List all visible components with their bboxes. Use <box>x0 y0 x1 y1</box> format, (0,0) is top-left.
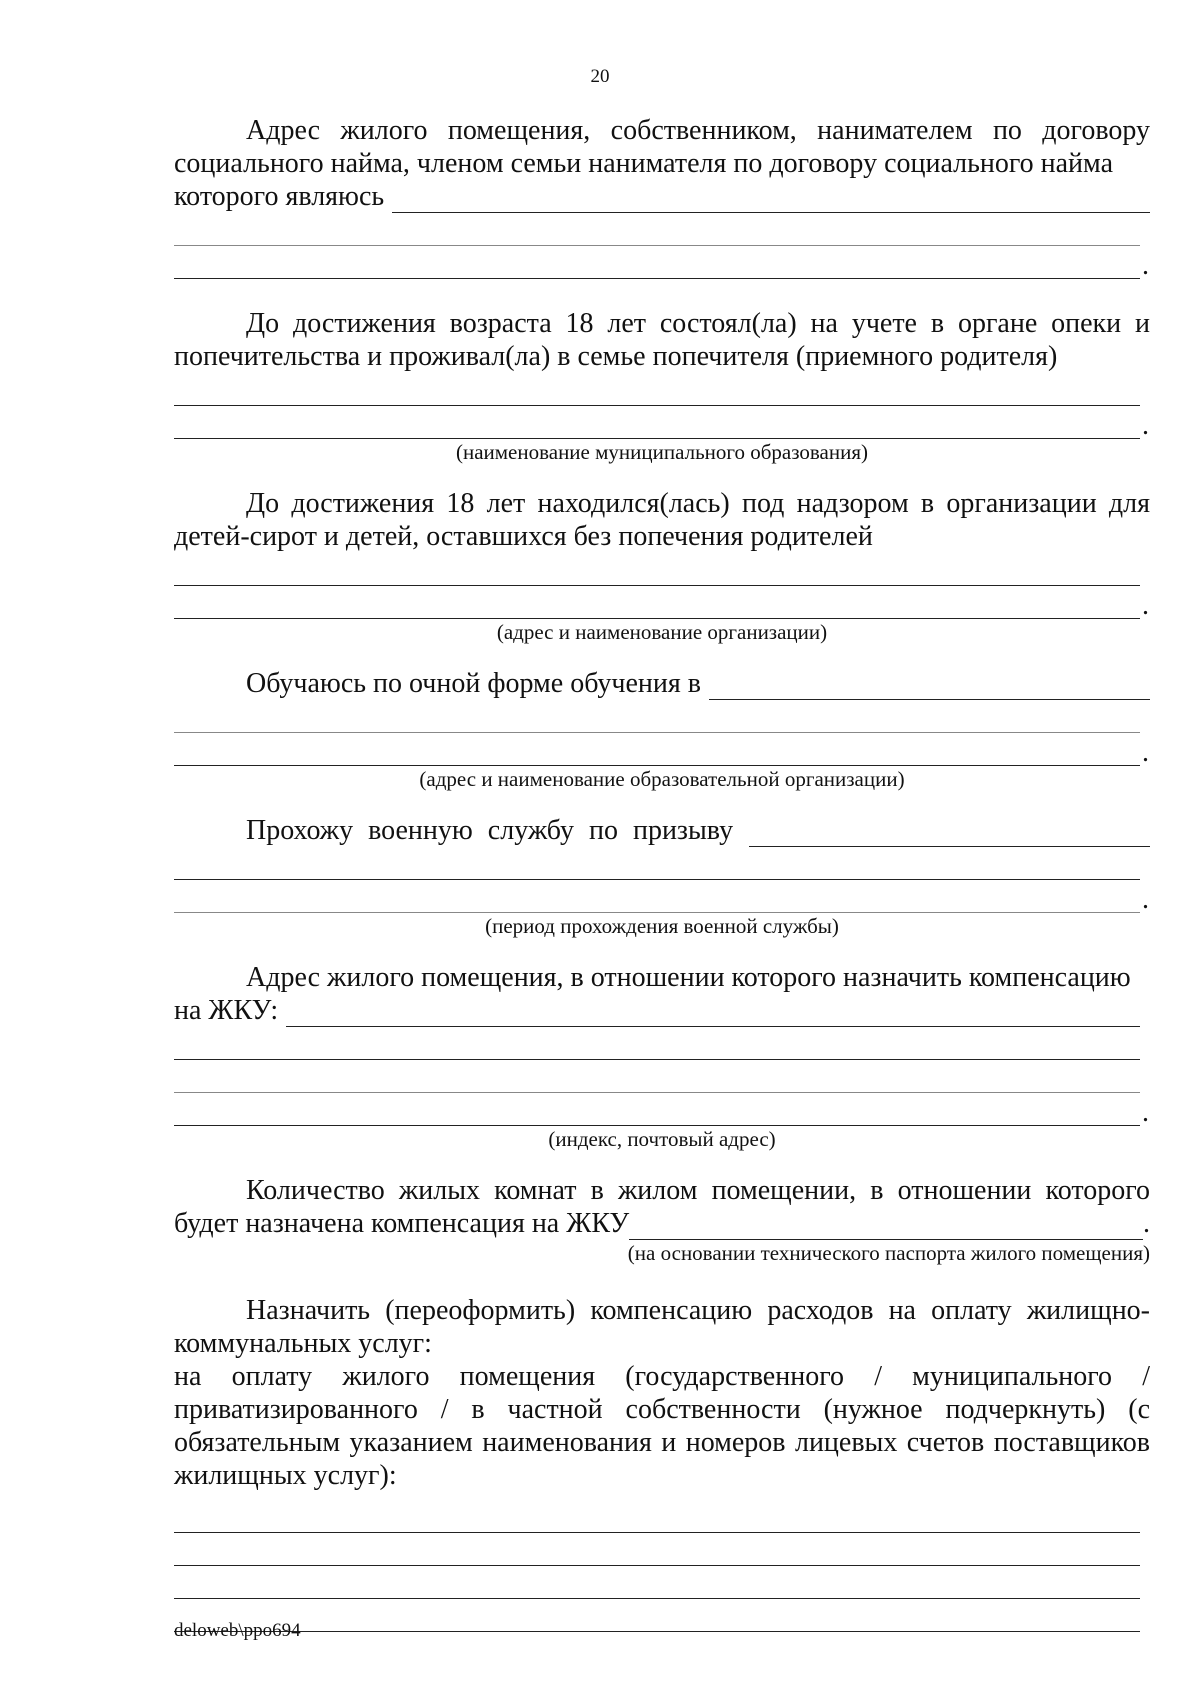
rooms-lead: будет назначена компенсация на ЖКУ <box>174 1208 630 1239</box>
owner-address-field-1[interactable] <box>392 186 1150 213</box>
assign-line-4[interactable] <box>174 1599 1150 1632</box>
compensation-address-caption: (индекс, почтовый адрес) <box>548 1127 776 1151</box>
section-compensation-address <box>174 961 1150 1152</box>
rooms-field[interactable] <box>629 1213 1143 1240</box>
assign-line-3[interactable] <box>174 1566 1150 1599</box>
assign-text-2: на оплату жилого помещения (государственного / муниципального / приватизированного / в частной собственности (нужное подчеркнуть) (с обязательным указанием наименования и номеров лицевых счетов поставщиков жилищных услуг): <box>174 1361 1150 1491</box>
rooms-inline-field <box>174 1207 1150 1240</box>
section-guardianship <box>174 307 1150 465</box>
section-military <box>174 814 1150 939</box>
study-lead: Обучаюсь по очной форме обучения в <box>246 668 701 699</box>
section-study <box>174 667 1150 792</box>
compensation-address-inline-field <box>174 994 1150 1027</box>
orphan-org-caption: (адрес и наименование организации) <box>496 620 828 644</box>
study-field-1[interactable] <box>709 673 1150 700</box>
compensation-address-line-2[interactable] <box>174 1027 1150 1060</box>
section-orphan-organization <box>174 487 1150 645</box>
compensation-address-line-3[interactable] <box>174 1060 1150 1093</box>
owner-address-inline-field <box>174 180 1150 213</box>
rooms-end: . <box>1143 1208 1150 1239</box>
study-line-3[interactable]: . <box>174 733 1150 766</box>
military-line-3[interactable]: . <box>174 880 1150 913</box>
section-rooms <box>174 1174 1150 1266</box>
footer-document-code: deloweb\ppo694 <box>174 1620 301 1641</box>
page-number: 20 <box>590 66 610 87</box>
compensation-address-field-1[interactable] <box>286 1000 1140 1027</box>
guardianship-text: До достижения возраста 18 лет состоял(ла) на учете в органе опеки и попечительства и проживал(ла) в семье попечителя (приемного родителя) <box>174 308 1150 372</box>
owner-address-text: Адрес жилого помещения, собственником, нанимателем по договору социального найма, членом семьи нанимателя по договору социального найма <box>174 115 1150 179</box>
orphan-org-line-1[interactable] <box>174 553 1150 586</box>
guardianship-line-2[interactable]: . <box>174 406 1150 439</box>
compensation-address-text: Адрес жилого помещения, в отношении которого назначить компенсацию <box>246 962 1131 993</box>
study-inline-field <box>174 667 1150 700</box>
study-line-2[interactable] <box>174 700 1150 733</box>
military-line-2[interactable] <box>174 847 1150 880</box>
assign-text: Назначить (переоформить) компенсацию расходов на оплату жилищно-коммунальных услуг: <box>174 1295 1150 1359</box>
military-inline-field <box>174 814 1150 847</box>
form-content <box>174 114 1150 1632</box>
section-assign-compensation <box>174 1294 1150 1632</box>
compensation-address-lead: на ЖКУ: <box>174 995 279 1026</box>
assign-line-1[interactable] <box>174 1500 1150 1533</box>
orphan-org-text: До достижения 18 лет находился(лась) под надзором в организации для детей-сирот и детей, оставшихся без попечения родителей <box>174 488 1150 552</box>
orphan-org-line-2[interactable]: . <box>174 586 1150 619</box>
study-caption: (адрес и наименование образовательной организации) <box>419 767 905 791</box>
owner-address-line-2[interactable] <box>174 213 1150 246</box>
military-field-1[interactable] <box>749 820 1150 847</box>
military-lead: Прохожу военную службу по призыву <box>246 815 734 846</box>
military-caption: (период прохождения военной службы) <box>485 914 839 938</box>
guardianship-caption: (наименование муниципального образования) <box>455 440 869 464</box>
assign-line-2[interactable] <box>174 1533 1150 1566</box>
section-owner-address <box>174 114 1150 279</box>
compensation-address-line-4[interactable]: . <box>174 1093 1150 1126</box>
owner-address-line-3[interactable]: . <box>174 246 1150 279</box>
rooms-text: Количество жилых комнат в жилом помещении, в отношении которого <box>246 1175 1150 1206</box>
owner-address-lead: которого являюсь <box>174 181 385 212</box>
guardianship-line-1[interactable] <box>174 373 1150 406</box>
rooms-caption: (на основании технического паспорта жилого помещения) <box>627 1241 1150 1265</box>
